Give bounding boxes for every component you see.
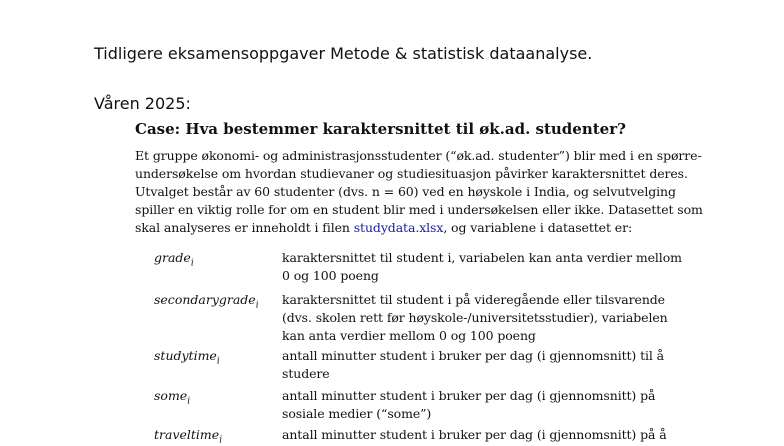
variable-definition-line: (dvs. skolen rett før høyskole-/universitetsstudier), variabelen	[282, 310, 668, 325]
variable-name: secondarygrade$_i$	[154, 292, 259, 311]
case-paragraph-text: skal analyseres er inneholdt i filen	[135, 220, 354, 235]
case-paragraph-last-line	[135, 220, 632, 235]
variable-name: traveltime$_i$	[154, 427, 223, 446]
variable-definition-line: sosiale medier (“some”)	[282, 406, 432, 421]
variable-definition-line: antall minutter student i bruker per dag (i gjennomsnitt) på	[282, 388, 656, 403]
case-paragraph-text: , og variablene i datasettet er:	[443, 220, 633, 235]
variable-definition-line: antall minutter student i bruker per dag (i gjennomsnitt) til å	[282, 348, 665, 363]
document-title: Tidligere eksamensoppgaver Metode & statistisk dataanalyse.	[94, 44, 593, 63]
case-paragraph-line: spiller en viktig rolle for om en student blir med i undersøkelsen eller ikke. Datasettet som	[135, 202, 703, 217]
case-paragraph-line: undersøkelse om hvordan studievaner og studiesituasjon påvirker karaktersnittet deres.	[135, 166, 688, 181]
variable-definition-line: karaktersnittet til student i på videregående eller tilsvarende	[282, 292, 665, 307]
case-paragraph-line: Utvalget består av 60 studenter (dvs. n = 60) ved en høyskole i India, og selvutvelging	[135, 184, 676, 199]
semester-label: Våren 2025:	[94, 94, 191, 113]
variable-name: some$_i$	[154, 388, 191, 407]
variable-definition-line: 0 og 100 poeng	[282, 268, 379, 283]
variable-definition-line: antall minutter student i bruker per dag (i gjennomsnitt) på å	[282, 427, 667, 442]
variable-name: grade$_i$	[154, 250, 194, 269]
data-file-link[interactable]: studydata.xlsx	[353, 220, 444, 235]
variable-name: studytime$_i$	[154, 348, 220, 367]
variable-definition-line: karaktersnittet til student i, variabelen kan anta verdier mellom	[282, 250, 682, 265]
case-paragraph-line: Et gruppe økonomi- og administrasjonsstudenter (“øk.ad. studenter”) blir med i en spørre-	[135, 148, 702, 163]
variable-definition-line: studere	[282, 366, 330, 381]
variable-definition-line: kan anta verdier mellom 0 og 100 poeng	[282, 328, 536, 343]
case-heading: Case: Hva bestemmer karaktersnittet til øk.ad. studenter?	[135, 120, 626, 138]
